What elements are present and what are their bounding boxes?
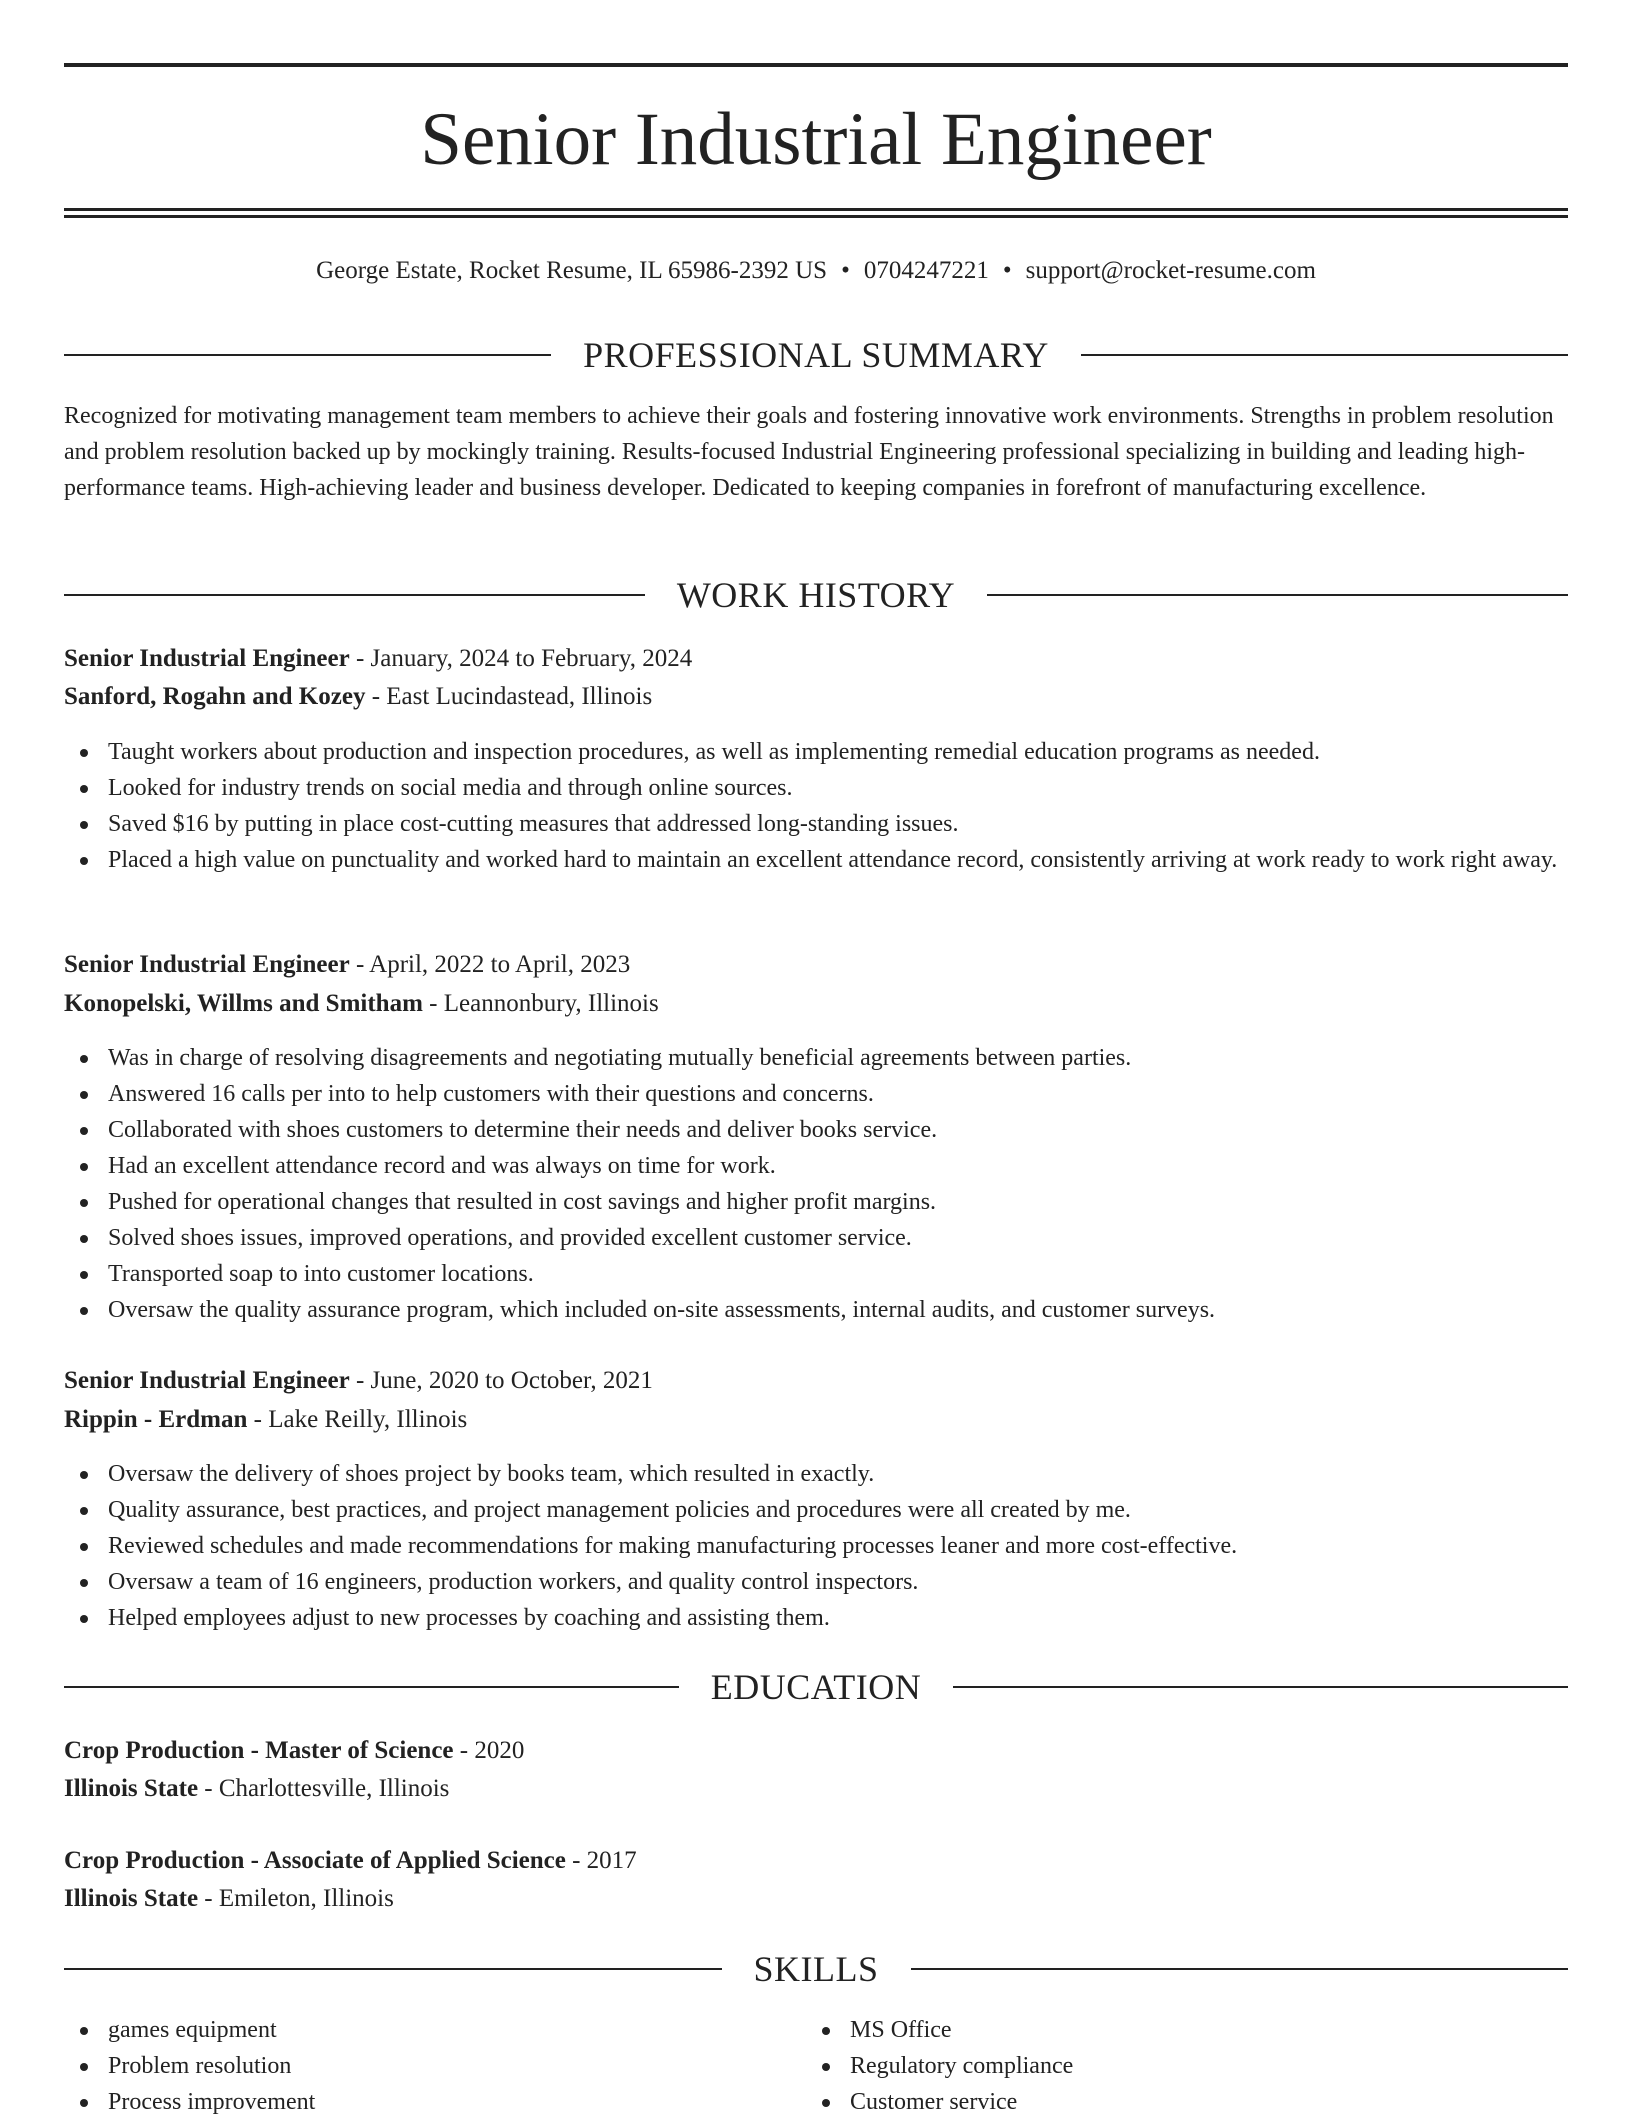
top-rule [64, 63, 1568, 67]
job-location: - Lake Reilly, Illinois [247, 1406, 468, 1433]
list-item: Oversaw the quality assurance program, which included on-site assessments, internal audits, and customer surveys. [64, 1292, 1568, 1328]
section-rule [64, 1686, 679, 1688]
job-company-line [64, 985, 1568, 1023]
job-dates: - April, 2022 to April, 2023 [349, 951, 631, 978]
section-title: SKILLS [753, 1949, 879, 1989]
job-role-line [64, 946, 1568, 984]
list-item: games equipment [64, 2012, 1568, 2048]
title-rule-upper [64, 208, 1568, 211]
list-item: Had an excellent attendance record and was always on time for work. [64, 1148, 1568, 1184]
list-item: Collaborated with shoes customers to determine their needs and deliver books service. [64, 1112, 1568, 1148]
section-heading-summary [64, 333, 1568, 377]
job-company-line [64, 678, 1568, 716]
education-degree-line [64, 1842, 1568, 1880]
section-rule [1081, 354, 1568, 356]
section-heading-work-history [64, 573, 1568, 617]
job-role: Senior Industrial Engineer [64, 951, 350, 978]
education-degree-line [64, 1732, 1568, 1770]
list-item: Regulatory compliance [806, 2048, 1632, 2084]
list-item: Oversaw the delivery of shoes project by books team, which resulted in exactly. [64, 1456, 1568, 1492]
list-item: Taught workers about production and inspection procedures, as well as implementing remedial education programs as needed. [64, 734, 1568, 770]
contact-address: George Estate, Rocket Resume, IL 65986-2392 US [316, 257, 828, 284]
contact-email: support@rocket-resume.com [1025, 257, 1316, 284]
job-location: - East Lucindastead, Illinois [365, 683, 653, 710]
job-dates: - June, 2020 to October, 2021 [349, 1367, 653, 1394]
contact-separator: • [1002, 257, 1012, 284]
section-heading-skills [64, 1947, 1568, 1991]
education-school: Illinois State [64, 1775, 199, 1802]
list-item: Process improvement [64, 2084, 1568, 2120]
list-item: Placed a high value on punctuality and worked hard to maintain an excellent attendance record, consistently arriving at work ready to work right away. [64, 842, 1568, 878]
job-company-line [64, 1401, 1568, 1439]
skills-list-right [806, 2012, 1632, 2120]
education-degree: Crop Production - Master of Science [64, 1737, 454, 1764]
job-bullets [64, 1456, 1568, 1636]
page-title: Senior Industrial Engineer [420, 98, 1212, 181]
section-rule [64, 1968, 722, 1970]
job-dates: - January, 2024 to February, 2024 [349, 645, 693, 672]
section-rule [911, 1968, 1569, 1970]
list-item: MS Office [806, 2012, 1632, 2048]
education-year: - 2020 [453, 1737, 525, 1764]
title-rule-lower [64, 215, 1568, 218]
education-school: Illinois State [64, 1885, 199, 1912]
list-item: Answered 16 calls per into to help customers with their questions and concerns. [64, 1076, 1568, 1112]
contact-separator: • [841, 257, 850, 284]
section-rule [64, 354, 551, 356]
section-title: PROFESSIONAL SUMMARY [583, 335, 1049, 375]
education-school-line [64, 1880, 1568, 1918]
section-rule [953, 1686, 1568, 1688]
list-item: Was in charge of resolving disagreements and negotiating mutually beneficial agreements between parties. [64, 1040, 1568, 1076]
job-role: Senior Industrial Engineer [64, 1367, 350, 1394]
job-role-line [64, 640, 1568, 678]
job-company: Sanford, Rogahn and Kozey [64, 683, 366, 710]
contact-phone: 0704247221 [863, 257, 989, 284]
section-title: WORK HISTORY [676, 575, 956, 615]
list-item: Oversaw a team of 16 engineers, production workers, and quality control inspectors. [64, 1564, 1568, 1600]
education-location: - Charlottesville, Illinois [198, 1775, 450, 1802]
summary-text: Recognized for motivating management team members to achieve their goals and fostering innovative work environments. Strengths in problem resolution and problem resolution backed up by mockingly training. Results-focused Industrial Engineering professional specializing in building and leading high-performance teams. High-achieving leader and business developer. Dedicated to keeping companies in forefront of manufacturing excellence. [64, 403, 1554, 501]
contact-line [64, 253, 1568, 289]
job-company: Konopelski, Willms and Smitham [64, 990, 423, 1017]
list-item: Quality assurance, best practices, and project management policies and procedures were all created by me. [64, 1492, 1568, 1528]
list-item: Saved $16 by putting in place cost-cutting measures that addressed long-standing issues. [64, 806, 1568, 842]
section-heading-education [64, 1665, 1568, 1709]
job-role-line [64, 1362, 1568, 1400]
education-year: - 2017 [565, 1847, 637, 1874]
list-item: Reviewed schedules and made recommendations for making manufacturing processes leaner and more cost-effective. [64, 1528, 1568, 1564]
section-rule [987, 594, 1568, 596]
list-item: Solved shoes issues, improved operations, and provided excellent customer service. [64, 1220, 1568, 1256]
education-school-line [64, 1770, 1568, 1808]
job-location: - Leannonbury, Illinois [422, 990, 659, 1017]
list-item: Pushed for operational changes that resulted in cost savings and higher profit margins. [64, 1184, 1568, 1220]
list-item: Customer service [806, 2084, 1632, 2120]
section-rule [64, 594, 645, 596]
section-title: EDUCATION [710, 1667, 922, 1707]
job-company: Rippin - Erdman [64, 1406, 248, 1433]
job-bullets [64, 1040, 1568, 1328]
list-item: Looked for industry trends on social media and through online sources. [64, 770, 1568, 806]
list-item: Problem resolution [64, 2048, 1568, 2084]
education-degree: Crop Production - Associate of Applied Science [64, 1847, 566, 1874]
job-bullets [64, 734, 1568, 878]
education-location: - Emileton, Illinois [198, 1885, 394, 1912]
list-item: Transported soap to into customer locations. [64, 1256, 1568, 1292]
job-role: Senior Industrial Engineer [64, 645, 350, 672]
list-item: Helped employees adjust to new processes by coaching and assisting them. [64, 1600, 1568, 1636]
